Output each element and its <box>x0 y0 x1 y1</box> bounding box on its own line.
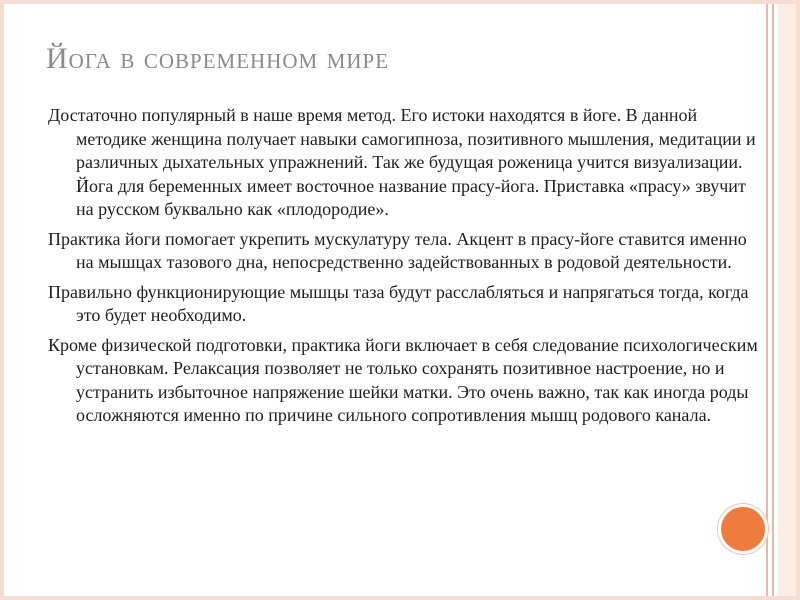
decorative-rail-line <box>772 4 774 596</box>
paragraph: Правильно функционирующие мышцы таза будут расслабляться и напрягаться тогда, когда это будет необходимо. <box>48 281 749 325</box>
decorative-orange-circle <box>718 504 768 554</box>
slide-body <box>48 104 760 434</box>
paragraph: Кроме физической подготовки, практика йоги включает в себя следование психологическим установкам. Релаксация позволяет не только сохранять позитивное настроение, но и устранить избыточное напряжение шейки матки. Это очень важно, так как иногда роды осложняются именно по причине сильного сопротивления мышц родового канала. <box>48 334 758 425</box>
paragraph: Практика йоги помогает укрепить мускулатуру тела. Акцент в прасу-йоге ставится именно на мышцах тазового дна, непосредственно задействованных в родовой деятельности. <box>48 228 747 272</box>
slide-title: Йога в современном мире <box>46 42 390 75</box>
paragraph: Достаточно популярный в наше время метод. Его истоки находятся в йоге. В данной методике женщина получает навыки самогипноза, позитивного мышления, медитации и различных дыхательных упражнений. Так же будущая роженица учится визуализации. Йога для беременных имеет восточное название прасу-йога. Приставка «прасу» звучит на русском буквально как «плодородие». <box>48 105 756 219</box>
slide <box>4 4 796 596</box>
decorative-rail-band <box>778 4 796 596</box>
decorative-rail-line <box>766 4 768 596</box>
